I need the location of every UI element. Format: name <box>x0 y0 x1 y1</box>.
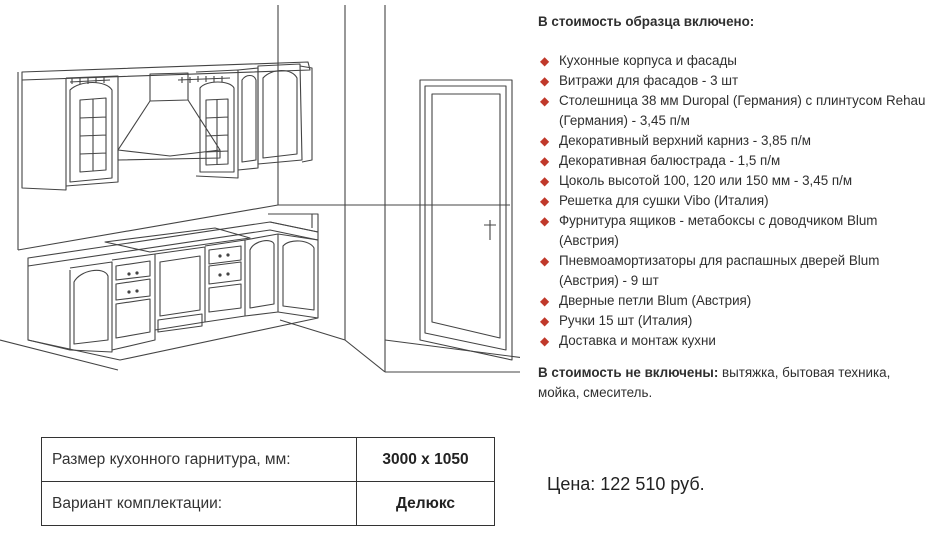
list-item-text: Декоративный верхний карниз - 3,85 п/м <box>559 133 811 148</box>
table-row <box>42 438 495 482</box>
list-item-text: Фурнитура ящиков - метабоксы с доводчиком Blum (Австрия) <box>559 213 878 248</box>
list-item <box>538 91 933 131</box>
price-text: Цена: 122 510 руб. <box>547 474 705 494</box>
bullet-icon: ◆ <box>540 54 550 68</box>
list-item <box>538 311 933 331</box>
list-item <box>538 211 933 251</box>
list-item-text: Пневмоамортизаторы для распашных дверей Blum (Австрия) - 9 шт <box>559 253 880 288</box>
list-item <box>538 151 933 171</box>
included-heading: В стоимость образца включено: <box>538 14 755 29</box>
list-item-text: Цоколь высотой 100, 120 или 150 мм - 3,45 п/м <box>559 173 853 188</box>
spec-label-size: Размер кухонного гарнитура, мм: <box>42 438 357 482</box>
bullet-icon: ◆ <box>540 154 550 168</box>
list-item <box>538 131 933 151</box>
bullet-icon: ◆ <box>540 254 550 268</box>
excluded-label: В стоимость не включены: <box>538 365 719 380</box>
bullet-icon: ◆ <box>540 294 550 308</box>
table-row <box>42 482 495 526</box>
list-item-text: Витражи для фасадов - 3 шт <box>559 73 739 88</box>
list-item-text: Столешница 38 мм Duropal (Германия) с плинтусом Rehau (Германия) - 3,45 п/м <box>559 93 926 128</box>
bullet-icon: ◆ <box>540 74 550 88</box>
spec-label-variant: Вариант комплектации: <box>42 482 357 526</box>
list-item-text: Решетка для сушки Vibo (Италия) <box>559 193 769 208</box>
kitchen-drawing <box>0 0 520 380</box>
list-item-text: Кухонные корпуса и фасады <box>559 53 737 68</box>
list-item <box>538 51 933 71</box>
list-item <box>538 331 933 351</box>
included-info-block <box>538 12 933 403</box>
spec-table <box>41 437 495 526</box>
bullet-icon: ◆ <box>540 194 550 208</box>
bullet-icon: ◆ <box>540 214 550 228</box>
list-item <box>538 291 933 311</box>
excluded-text: вытяжка, бытовая техника, мойка, смеситель. <box>538 365 891 400</box>
list-item <box>538 171 933 191</box>
included-list <box>538 51 933 351</box>
spec-value-variant: Делюкс <box>357 482 495 526</box>
list-item-text: Дверные петли Blum (Австрия) <box>559 293 752 308</box>
list-item <box>538 251 933 291</box>
list-item-text: Ручки 15 шт (Италия) <box>559 313 693 328</box>
bullet-icon: ◆ <box>540 314 550 328</box>
list-item-text: Доставка и монтаж кухни <box>559 333 716 348</box>
list-item <box>538 71 933 91</box>
bullet-icon: ◆ <box>540 134 550 148</box>
bullet-icon: ◆ <box>540 174 550 188</box>
list-item-text: Декоративная балюстрада - 1,5 п/м <box>559 153 781 168</box>
excluded-note <box>538 363 933 403</box>
spec-value-size: 3000 х 1050 <box>357 438 495 482</box>
bullet-icon: ◆ <box>540 94 550 108</box>
list-item <box>538 191 933 211</box>
bullet-icon: ◆ <box>540 334 550 348</box>
